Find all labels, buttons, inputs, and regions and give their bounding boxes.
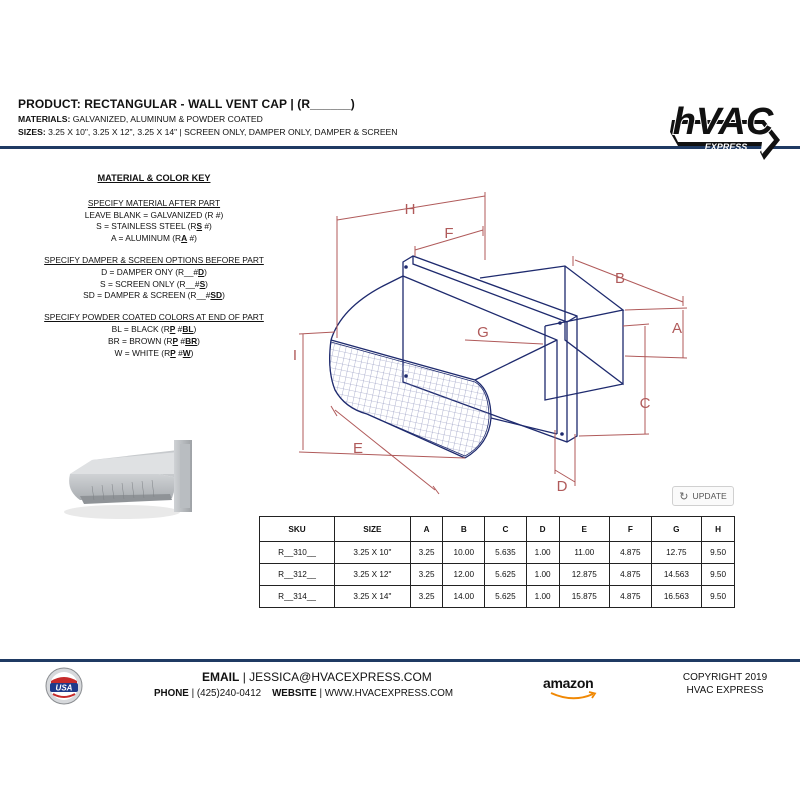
col-d: D [526,517,559,542]
website-separator: | [319,688,325,699]
website-link[interactable]: WWW.HVACEXPRESS.COM [324,688,453,699]
sizes-value: 3.25 X 10", 3.25 X 12", 3.25 X 14" | SCREEN ONLY, DAMPER ONLY, DAMPER & SCREEN [48,127,398,137]
cell-e: 11.00 [559,542,609,564]
material-color-key [30,173,278,369]
cell-b: 14.00 [443,586,485,608]
svg-text:USA: USA [55,683,73,693]
email-link[interactable]: JESSICA@HVACEXPRESS.COM [249,670,432,684]
col-h: H [702,517,735,542]
cell-b: 12.00 [443,564,485,586]
col-e: E [559,517,609,542]
cell-h: 9.50 [702,542,735,564]
material-line: S = STAINLESS STEEL (RS #) [96,221,212,232]
table-header-row [260,517,735,542]
phone-value: (425)240-0412 [196,688,262,699]
cell-d: 1.00 [526,564,559,586]
copyright-line-1: COPYRIGHT 2019 [682,672,768,683]
dim-label-a: A [671,320,683,337]
amazon-smile-icon [549,691,599,701]
cell-e: 15.875 [559,586,609,608]
col-sku: SKU [260,517,335,542]
cell-b: 10.00 [443,542,485,564]
col-a: A [410,517,443,542]
materials-line [18,114,263,124]
color-line: BR = BROWN (RP #BR) [108,335,200,346]
cell-d: 1.00 [526,542,559,564]
dim-label-d: D [556,478,568,495]
col-size: SIZE [335,517,410,542]
vent-cap-diagram [275,190,705,500]
refresh-icon: ↻ [679,490,689,503]
color-heading: SPECIFY POWDER COATED COLORS AT END OF PART [44,312,264,323]
cell-g: 16.563 [651,586,701,608]
col-f: F [610,517,652,542]
cell-size: 3.25 X 10" [335,542,410,564]
key-title: MATERIAL & COLOR KEY [97,173,211,183]
cell-f: 4.875 [610,564,652,586]
hvac-express-logo [664,90,782,172]
cell-sku: R__310__ [260,542,335,564]
dim-label-g: G [477,324,489,341]
cell-a: 3.25 [410,542,443,564]
damper-heading: SPECIFY DAMPER & SCREEN OPTIONS BEFORE PART [44,254,264,265]
material-line: LEAVE BLANK = GALVANIZED (R #) [84,209,224,220]
copyright-line-2: HVAC EXPRESS [686,685,764,696]
dim-label-e: E [352,440,364,457]
phone-label: PHONE [154,688,189,699]
cell-sku: R__314__ [260,586,335,608]
table-row [260,542,735,564]
footer-rule [0,659,800,662]
cell-c: 5.625 [485,586,527,608]
cell-sku: R__312__ [260,564,335,586]
copyright [660,671,790,697]
dimension-table [259,516,735,608]
col-g: G [651,517,701,542]
col-b: B [443,517,485,542]
materials-label: MATERIALS: [18,114,71,124]
cell-h: 9.50 [702,564,735,586]
cell-f: 4.875 [610,586,652,608]
phone-separator: | [191,688,197,699]
contact-email [202,670,432,684]
damper-line: SD = DAMPER & SCREEN (R__#SD) [83,290,225,301]
damper-group [30,255,278,302]
cell-size: 3.25 X 14" [335,586,410,608]
cell-c: 5.635 [485,542,527,564]
cell-a: 3.25 [410,564,443,586]
email-separator: | [242,670,250,684]
material-group [30,198,278,245]
usa-badge-icon [45,667,83,705]
damper-line: S = SCREEN ONLY (R__#S) [100,278,208,289]
website-label: WEBSITE [272,688,317,699]
materials-value: GALVANIZED, ALUMINUM & POWDER COATED [72,114,263,124]
contact-phone [154,688,453,699]
dim-label-b: B [614,270,626,287]
update-button-label: UPDATE [692,491,727,501]
logo-sub-text: EXPRESS [704,142,748,152]
cell-g: 12.75 [651,542,701,564]
cell-h: 9.50 [702,586,735,608]
material-line: A = ALUMINUM (RA #) [111,233,197,244]
amazon-logo: amazon [541,675,607,701]
sizes-line [18,127,398,137]
cell-f: 4.875 [610,542,652,564]
product-title: PRODUCT: RECTANGULAR - WALL VENT CAP | (R______) [18,97,355,111]
table-row [260,564,735,586]
email-label: EMAIL [202,670,240,684]
table-row [260,586,735,608]
cell-c: 5.625 [485,564,527,586]
sizes-label: SIZES: [18,127,46,137]
dim-label-i: I [292,347,298,364]
color-line: W = WHITE (RP #W) [114,347,194,358]
dim-label-c: C [639,395,651,412]
dim-label-h: H [404,201,416,218]
col-c: C [485,517,527,542]
damper-line: D = DAMPER ONY (R__#D) [101,266,207,277]
dim-label-f: F [444,225,454,242]
logo-main-text: hVAC [672,101,774,143]
material-heading: SPECIFY MATERIAL AFTER PART [87,197,221,208]
product-photo [62,434,196,524]
cell-g: 14.563 [651,564,701,586]
color-line: BL = BLACK (RP #BL) [111,323,197,334]
cell-size: 3.25 X 12" [335,564,410,586]
cell-e: 12.875 [559,564,609,586]
cell-d: 1.00 [526,586,559,608]
update-button[interactable] [672,486,734,506]
color-group [30,312,278,359]
cell-a: 3.25 [410,586,443,608]
